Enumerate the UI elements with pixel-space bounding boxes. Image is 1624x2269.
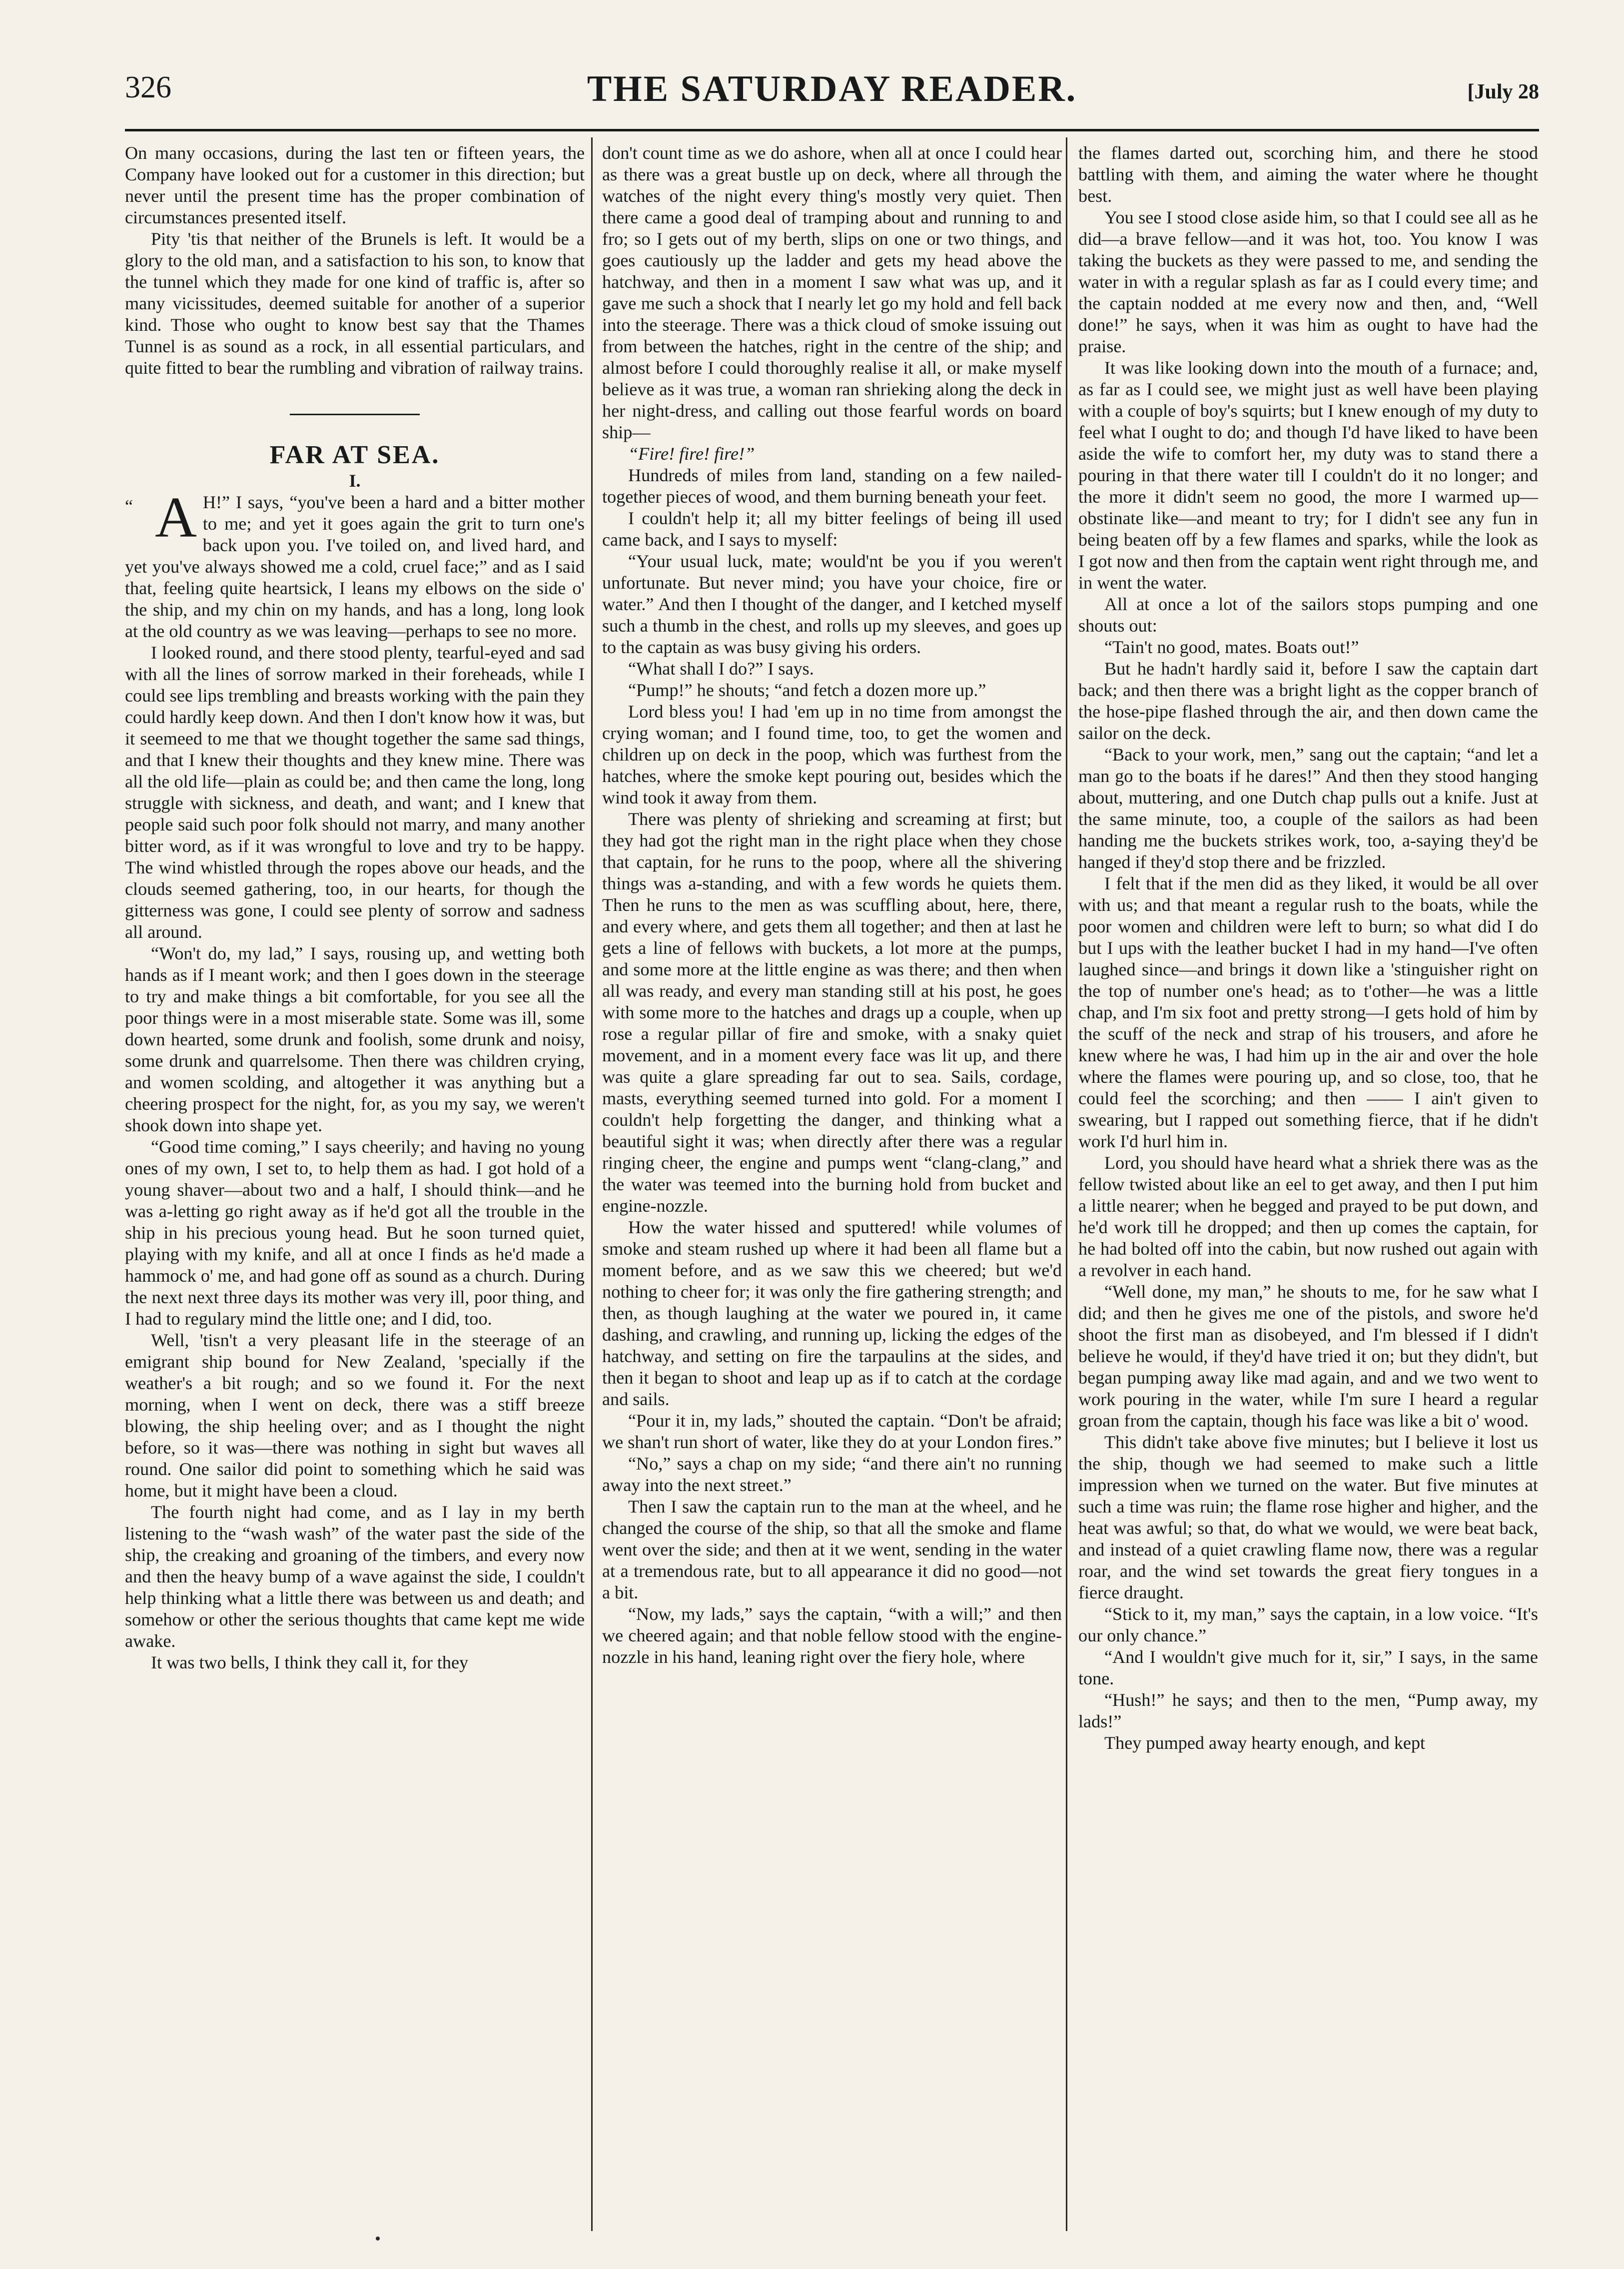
issue-date: [July 28 <box>1467 80 1539 103</box>
paragraph: “Hush!” he says; and then to the men, “Pump away, my lads!” <box>1078 1690 1538 1731</box>
paragraph: “Pump!” he shouts; “and fetch a dozen more up.” <box>628 680 986 700</box>
column-divider <box>591 137 593 2231</box>
paragraph: “What shall I do?” I says. <box>628 659 814 679</box>
paragraph-text: H!” I says, “you've been a hard and a bitter mother to me; and yet it goes again the grit to turn one's back upon you. I've toiled on, and lived hard, and yet you've always showed me a cold, cruel face;” and as I said that, feeling quite heartsick, I leans my elbows on the side o' the ship, and my chin on my hands, and has a long, long look at the old country as we was leaving—perhaps to see no more. <box>125 492 585 641</box>
page-header <box>125 70 1539 120</box>
paragraph: “And I wouldn't give much for it, sir,” I says, in the same tone. <box>1078 1647 1538 1688</box>
paragraph: It was two bells, I think they call it, for they <box>151 1652 469 1672</box>
paragraph: The fourth night had come, and as I lay in my berth listening to the “wash wash” of the water past the side of the ship, the creaking and groaning of the timbers, and every now and then the heavy bump of a wave against the side, I couldn't help thinking what a little there was between us and death; and somehow or other the serious thoughts that came kept me wide awake. <box>125 1502 585 1651</box>
paragraph: “Good time coming,” I says cheerily; and having no young ones of my own, I set to, to help them as had. I got hold of a young shaver—about two and a half, I should think—and he was a-letting go right away as if he'd got all the trouble in the ship in his precious young head. But he soon turned quiet, playing with my knife, and all at once I finds as he'd made a hammock o' me, and had gone off as sound as a church. During the next next three days its mother was very ill, poor thing, and I had to regulary mind the little one; and I did, too. <box>125 1137 585 1329</box>
paragraph: “Tain't no good, mates. Boats out!” <box>1104 637 1359 657</box>
open-quote: “ <box>125 496 133 516</box>
paragraph: “Fire! fire! fire!” <box>628 444 755 464</box>
section-divider <box>290 414 420 415</box>
paragraph: I felt that if the men did as they liked, it would be all over with us; and that meant a regular rush to the boats, while the poor women and children were left to burn; so what did I do but I ups with the leather bucket I had in my hand—I've often laughed since—and brings it down like a 'stinguisher right on the top of number one's head; as to t'other—he was a little chap, and I'm six foot and pretty strong—I gets hold of him by the scuff of the neck and strap of his trousers, and afore he knew where he was, I had him up in the air and over the hole where the flames were pouring up, and so close, too, that he could feel the scorching; and then —— I ain't given to swearing, but I rapped out something fierce, that if he didn't work I'd hurl him in. <box>1078 873 1538 1151</box>
paragraph: Lord bless you! I had 'em up in no time from amongst the crying woman; and I found time, too, to get the women and children up on deck in the poop, which was furthest from the hatches, where the smoke kept pouring out, besides which the wind took it away from them. <box>602 702 1062 807</box>
column-3 <box>1078 142 1538 1754</box>
paragraph: I looked round, and there stood plenty, tearful-eyed and sad with all the lines of sorrow marked in their foreheads, while I could see lips trembling and breasts working with the pain they could hardly keep down. And then I don't know how it was, but it seemeed to me that we thought together the same sad things, and that I knew their thoughts and they knew mine. There was all the old life—plain as could be; and then came the long, long struggle with sickness, and death, and want; and I knew that people said such poor folk should not marry, and many another bitter word, as if it was wrongful to love and try to be happy. The wind whistled through the ropes above our heads, and the clouds seemed gathering, too, in our hearts, for though the gitterness was gone, I could see plenty of sorrow and sadness all around. <box>125 643 585 942</box>
header-rule <box>125 129 1539 131</box>
paragraph: “Won't do, my lad,” I says, rousing up, and wetting both hands as if I meant work; and then I goes down in the steerage to try and make things a bit comfortable, for you see all the poor things were in a most miserable state. Some was ill, some down hearted, some drunk and foolish, some drunk and noisy, some drunk and quarrelsome. Then there was children crying, and women scolding, and altogether it was anything but a cheering prospect for the night, for, as you my say, we weren't shook down into shape yet. <box>125 943 585 1135</box>
paragraph: This didn't take above five minutes; but I believe it lost us the ship, though we had seemed to make such a little impression when we turned on the water. But five minutes at such a time was ruin; the flame rose higher and higher, and the heat was awful; so that, do what we would, we were beat back, and instead of a quiet crawling flame now, there was a regular roar, and the wind set towards the great fiery tongues in a fierce draught. <box>1078 1432 1538 1602</box>
paragraph: Hundreds of miles from land, standing on a few nailed-together pieces of wood, and them burning beneath your feet. <box>602 465 1062 507</box>
paragraph: don't count time as we do ashore, when all at once I could hear as there was a great bustle up on deck, where all through the watches of the night every thing's mostly very quiet. Then there came a good deal of tramping about and running to and fro; so I gets out of my berth, slips on one or two things, and goes cautiously up the ladder and gets my head above the hatchway, and then in a moment I saw what was up, and it gave me such a shock that I nearly let go my hold and fell back into the steerage. There was a thick cloud of smoke issuing out from between the hatches, right in the centre of the ship; and almost before I could thoroughly realise it all, or make myself believe as it was true, a woman ran shrieking along the deck in her night-dress, and calling out those fearful words on board ship— <box>602 143 1062 442</box>
paragraph: Then I saw the captain run to the man at the wheel, and he changed the course of the ship, so that all the smoke and flame went over the side; and then at it we went, sending in the water at a tremendous rate, but to all appearance it did no good—not a bit. <box>602 1497 1062 1602</box>
masthead: THE SATURDAY READER. <box>587 68 1077 109</box>
paragraph: Lord, you should have heard what a shriek there was as the fellow twisted about like an eel to get away, and then I put him a little nearer; when he begged and prayed to be put down, and he'd work till he dropped; and then up comes the captain, for he had bolted off into the cabin, but now rushed out again with a revolver in each hand. <box>1078 1153 1538 1280</box>
column-2 <box>602 142 1062 1668</box>
column-divider <box>1066 137 1067 2231</box>
paragraph <box>125 486 585 642</box>
paragraph: They pumped away hearty enough, and kept <box>1104 1733 1426 1753</box>
paragraph: There was plenty of shrieking and screaming at first; but they had got the right man in the right place when they chose that captain, for he runs to the poop, where all the shivering things was a-standing, and with a few words he quiets them. Then he runs to the men as was scuffling about, here, there, and every where, and gets them all together; and then at last he gets a line of fellows with buckets, a lot more at the pumps, and some more at the little engine as was there; and then when all was ready, and every man standing still at his post, he goes with some more to the hatches and drags up a couple, when up rose a regular pillar of fire and smoke, with a snaky quiet movement, and in a moment every face was lit up, and there was quite a glare spreading far out to sea. Sails, cordage, masts, everything seemed turned into gold. For a moment I couldn't help forgetting the danger, and thinking what a beautiful sight it was; when directly after there was a regular ringing cheer, the engine and pumps went “clang-clang,” and the water was teemed into the burning hold from bucket and engine-nozzle. <box>602 809 1062 1216</box>
paragraph: “Your usual luck, mate; would'nt be you if you weren't unfortunate. But never mind; you have your choice, fire or water.” And then I thought of the danger, and I ketched myself such a thumb in the chest, and rolls up my sleeves, and goes up to the captain as was busy giving his orders. <box>602 551 1062 657</box>
paragraph: How the water hissed and sputtered! while volumes of smoke and steam rushed up where it had been all flame but a moment before, and as we saw this we cheered; but we'd nothing to cheer for; it was only the fire gathering strength; and then, as though laughing at the water we poured in, it came dashing, and crawling, and running up, licking the edges of the hatchway, and setting on fire the tarpaulins at the sides, and then it began to shoot and leap up as if to catch at the cordage and sails. <box>602 1217 1062 1409</box>
paragraph: On many occasions, during the last ten or fifteen years, the Company have looked out for a customer in this direction; but never until the present time has the proper combination of circumstances presented itself. <box>125 143 585 227</box>
paragraph: You see I stood close aside him, so that I could see all as he did—a brave fellow—and it was hot, too. You know I was taking the buckets as they were passed to me, and sending the water in with a regular splash as far as I could every time; and the captain nodded at me every now and then, and, “Well done!” he says, when it was him as ought to have had the praise. <box>1078 207 1538 356</box>
page-number: 326 <box>125 70 171 104</box>
paragraph: All at once a lot of the sailors stops pumping and one shouts out: <box>1078 594 1538 636</box>
paragraph: “Well done, my man,” he shouts to me, for he saw what I did; and then he gives me one of the pistols, and swore he'd shoot the first man as disobeyed, and I'm blessed if I didn't believe he would, if they'd have tried it on; but they didn't, but began pumping away like mad again, and and we two went to work pouring in the water, while I'm sure I heard a regular groan from the captain, though his face was like a bit o' wood. <box>1078 1282 1538 1431</box>
article-title: FAR AT SEA. <box>269 441 440 469</box>
paragraph: “Back to your work, men,” sang out the captain; “and let a man go to the boats if he dares!” And then they stood hanging about, muttering, and one Dutch chap pulls out a knife. Just at the same minute, too, a couple of the sailors as had been handing me the buckets strikes work, too, a-saying they'd be hanged if they'd stop there and be frizzled. <box>1078 745 1538 872</box>
paragraph: the flames darted out, scorching him, and there he stood battling with them, and aiming the water where he thought best. <box>1078 143 1538 206</box>
paragraph: Pity 'tis that neither of the Brunels is left. It would be a glory to the old man, and a satisfaction to his son, to know that the tunnel which they made for one kind of traffic is, after so many vicissitudes, deemed suitable for another of a superior kind. Those who ought to know best say that the Thames Tunnel is as sound as a rock, in all essential particulars, and quite fitted to bear the rumbling and vibration of railway trains. <box>125 229 585 378</box>
paragraph: It was like looking down into the mouth of a furnace; and, as far as I could see, we might just as well have been playing with a couple of boy's squirts; but I knew enough of my duty to feel what I ought to do; and though I'd have liked to have been aside the wife to comfort her, my duty was to stand there a pouring in that there water till I couldn't do it no longer; and the more it didn't seem no good, the more I warmed up—obstinate like—and meant to try; for I didn't see any fun in being beaten off by a few flames and sparks, while the look as I got now and then from the captain went right through me, and in went the water. <box>1078 358 1538 593</box>
drop-cap: A <box>155 486 197 550</box>
paragraph: I couldn't help it; all my bitter feelings of being ill used came back, and I says to myself: <box>602 508 1062 550</box>
paragraph: “Pour it in, my lads,” shouted the captain. “Don't be afraid; we shan't run short of water, like they do at your London fires.” <box>602 1411 1062 1452</box>
paragraph: But he hadn't hardly said it, before I saw the captain dart back; and then there was a bright light as the copper branch of the hose-pipe flashed through the air, and then down came the sailor on the deck. <box>1078 659 1538 743</box>
paragraph: “Stick to it, my man,” says the captain, in a low voice. “It's our only chance.” <box>1078 1604 1538 1645</box>
column-1 <box>125 142 585 1673</box>
chapter-number: I. <box>349 471 361 491</box>
footer-mark <box>376 2237 380 2241</box>
paragraph: “Now, my lads,” says the captain, “with a will;” and then we cheered again; and that noble fellow stood with the engine-nozzle in his hand, leaning right over the fiery hole, where <box>602 1604 1062 1667</box>
paragraph: “No,” says a chap on my side; “and there ain't no running away into the next street.” <box>602 1454 1062 1495</box>
paragraph: Well, 'tisn't a very pleasant life in the steerage of an emigrant ship bound for New Zealand, 'specially if the weather's a bit rough; and so we found it. For the next morning, when I went on deck, there was a stiff breeze blowing, the ship heeling over; and as I thought the night before, so it was—there was nothing in sight but waves all round. One sailor did point to something which he said was home, but it might have been a cloud. <box>125 1330 585 1501</box>
